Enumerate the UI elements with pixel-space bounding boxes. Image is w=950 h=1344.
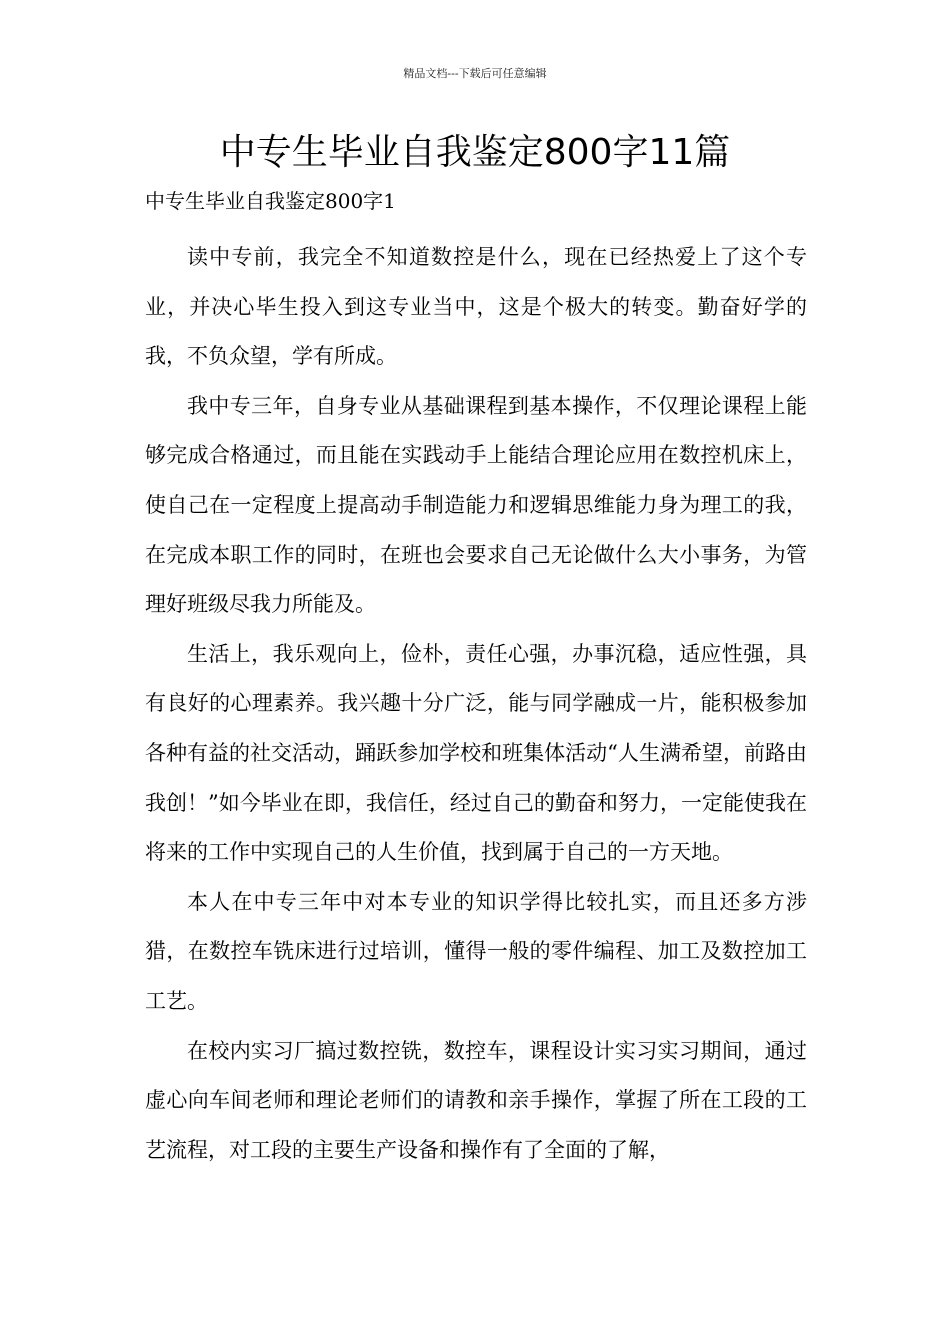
header-note: 精品文档---下载后可任意编辑 xyxy=(403,67,547,80)
paragraph-1: 读中专前，我完全不知道数控是什么，现在已经热爱上了这个专业，并决心毕生投入到这专业当中，这是个极大的转变。勤奋好学的我，不负众望，学有所成。 xyxy=(145,245,807,369)
paragraph-2: 我中专三年，自身专业从基础课程到基本操作，不仅理论课程上能够完成合格通过，而且能在实践动手上能结合理论应用在数控机床上，使自己在一定程度上提高动手制造能力和逻辑思维能力身为理工的我，在完成本职工作的同时，在班也会要求自己无论做什么大小事务，为管理好班级尽我力所能及。 xyxy=(145,393,807,617)
section-subtitle: 中专生毕业自我鉴定800字1 xyxy=(145,189,396,213)
document-title: 中专生毕业自我鉴定800字11篇 xyxy=(219,132,731,173)
paragraph-4: 本人在中专三年中对本专业的知识学得比较扎实，而且还多方涉猎，在数控车铣床进行过培训，懂得一般的零件编程、加工及数控加工工艺。 xyxy=(145,889,807,1013)
document-body xyxy=(145,233,807,1175)
paragraph-3: 生活上，我乐观向上，俭朴，责任心强，办事沉稳，适应性强，具有良好的心理素养。我兴趣十分广泛，能与同学融成一片，能积极参加各种有益的社交活动，踊跃参加学校和班集体活动“人生满希望，前路由我创！”如今毕业在即，我信任，经过自己的勤奋和努力，一定能使我在将来的工作中实现自己的人生价值，找到属于自己的一方天地。 xyxy=(145,641,807,865)
paragraph-5: 在校内实习厂搞过数控铣，数控车，课程设计实习实习期间，通过虚心向车间老师和理论老师们的请教和亲手操作，掌握了所在工段的工艺流程，对工段的主要生产设备和操作有了全面的了解， xyxy=(145,1038,807,1162)
